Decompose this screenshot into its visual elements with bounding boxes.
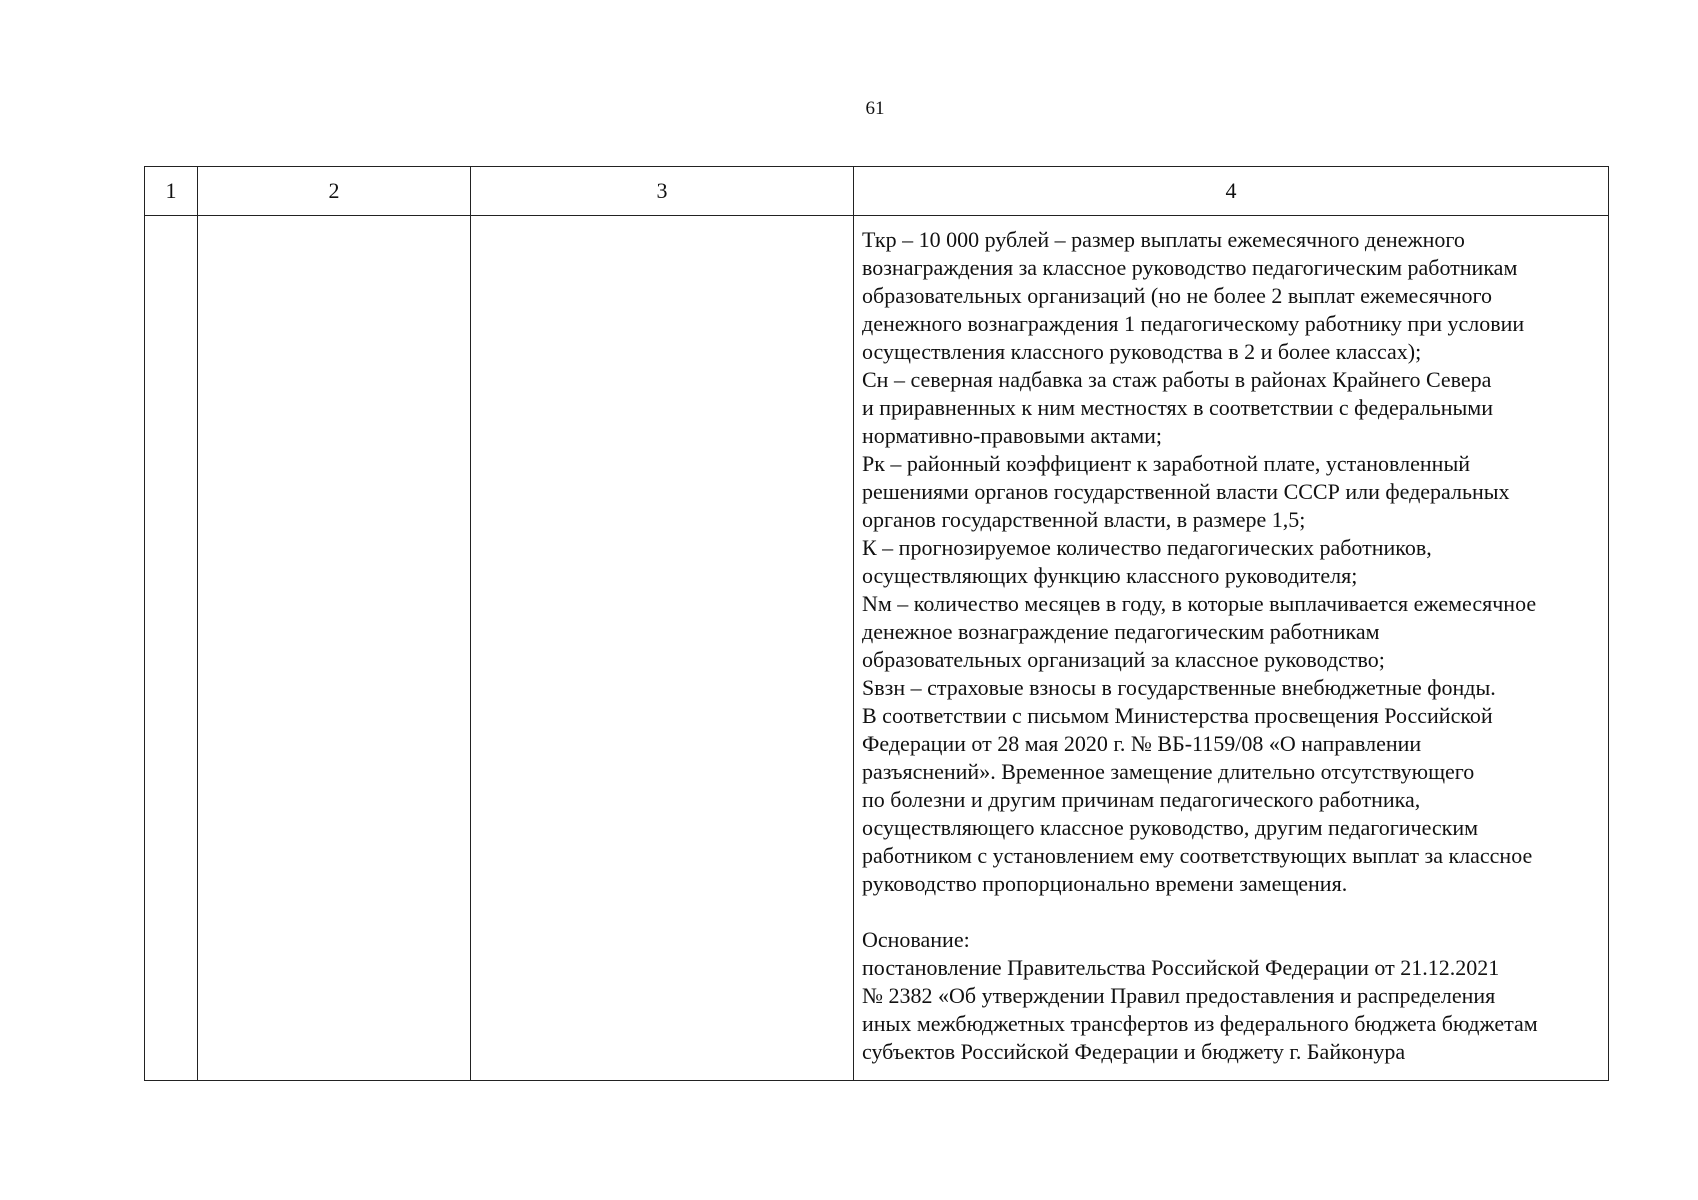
text-line: Sвзн – страховые взносы в государственные внебюджетные фонды.: [862, 675, 1496, 700]
basis-line: иных межбюджетных трансфертов из федерального бюджета бюджетам: [862, 1011, 1538, 1036]
basis-heading: Основание:: [862, 927, 970, 952]
text-line: по болезни и другим причинам педагогического работника,: [862, 787, 1421, 812]
text-line: органов государственной власти, в размере 1,5;: [862, 507, 1306, 532]
text-line: Ткр – 10 000 рублей – размер выплаты ежемесячного денежного: [862, 227, 1465, 252]
text-line: Nм – количество месяцев в году, в которые выплачивается ежемесячное: [862, 591, 1537, 616]
text-line: Рк – районный коэффициент к заработной плате, установленный: [862, 451, 1470, 476]
basis-line: постановление Правительства Российской Федерации от 21.12.2021: [862, 955, 1500, 980]
basis-line: субъектов Российской Федерации и бюджету г. Байконура: [862, 1039, 1406, 1064]
text-line: нормативно-правовыми актами;: [862, 423, 1163, 448]
text-line: осуществляющего классное руководство, другим педагогическим: [862, 815, 1479, 840]
text-line: Сн – северная надбавка за стаж работы в районах Крайнего Севера: [862, 367, 1492, 392]
text-line: денежное вознаграждение педагогическим работникам: [862, 619, 1380, 644]
text-line: разъяснений». Временное замещение длительно отсутствующего: [862, 759, 1475, 784]
text-line: решениями органов государственной власти СССР или федеральных: [862, 479, 1510, 504]
text-line: и приравненных к ним местностях в соответствии с федеральными: [862, 395, 1494, 420]
cell-col-1: [145, 216, 198, 1081]
text-line: К – прогнозируемое количество педагогических работников,: [862, 535, 1432, 560]
text-line: руководство пропорционально времени замещения.: [862, 871, 1348, 896]
paragraph-gap: [862, 898, 1600, 926]
text-line: работником с установлением ему соответствующих выплат за классное: [862, 843, 1533, 868]
text-line: образовательных организаций (но не более 2 выплат ежемесячного: [862, 283, 1493, 308]
table-row: [145, 216, 1609, 1081]
text-line: образовательных организаций за классное руководство;: [862, 647, 1385, 672]
text-line: осуществляющих функцию классного руководителя;: [862, 563, 1358, 588]
text-line: В соответствии с письмом Министерства просвещения Российской: [862, 703, 1493, 728]
table-header-row: [145, 167, 1609, 216]
document-table: [144, 166, 1609, 1081]
text-line: осуществления классного руководства в 2 и более классах);: [862, 339, 1422, 364]
basis-line: № 2382 «Об утверждении Правил предоставления и распределения: [862, 983, 1496, 1008]
header-col-4: 4: [854, 167, 1609, 216]
cell-col-2: [198, 216, 471, 1081]
text-line: вознаграждения за классное руководство педагогическим работникам: [862, 255, 1518, 280]
header-col-2: 2: [198, 167, 471, 216]
header-col-1: 1: [145, 167, 198, 216]
text-line: Федерации от 28 мая 2020 г. № ВБ-1159/08 «О направлении: [862, 731, 1422, 756]
cell-col-3: [471, 216, 854, 1081]
header-col-3: 3: [471, 167, 854, 216]
cell-col-4: [854, 216, 1609, 1081]
column-4-content: [854, 216, 1608, 1066]
page-number: 61: [865, 98, 885, 119]
text-line: денежного вознаграждения 1 педагогическому работнику при условии: [862, 311, 1525, 336]
